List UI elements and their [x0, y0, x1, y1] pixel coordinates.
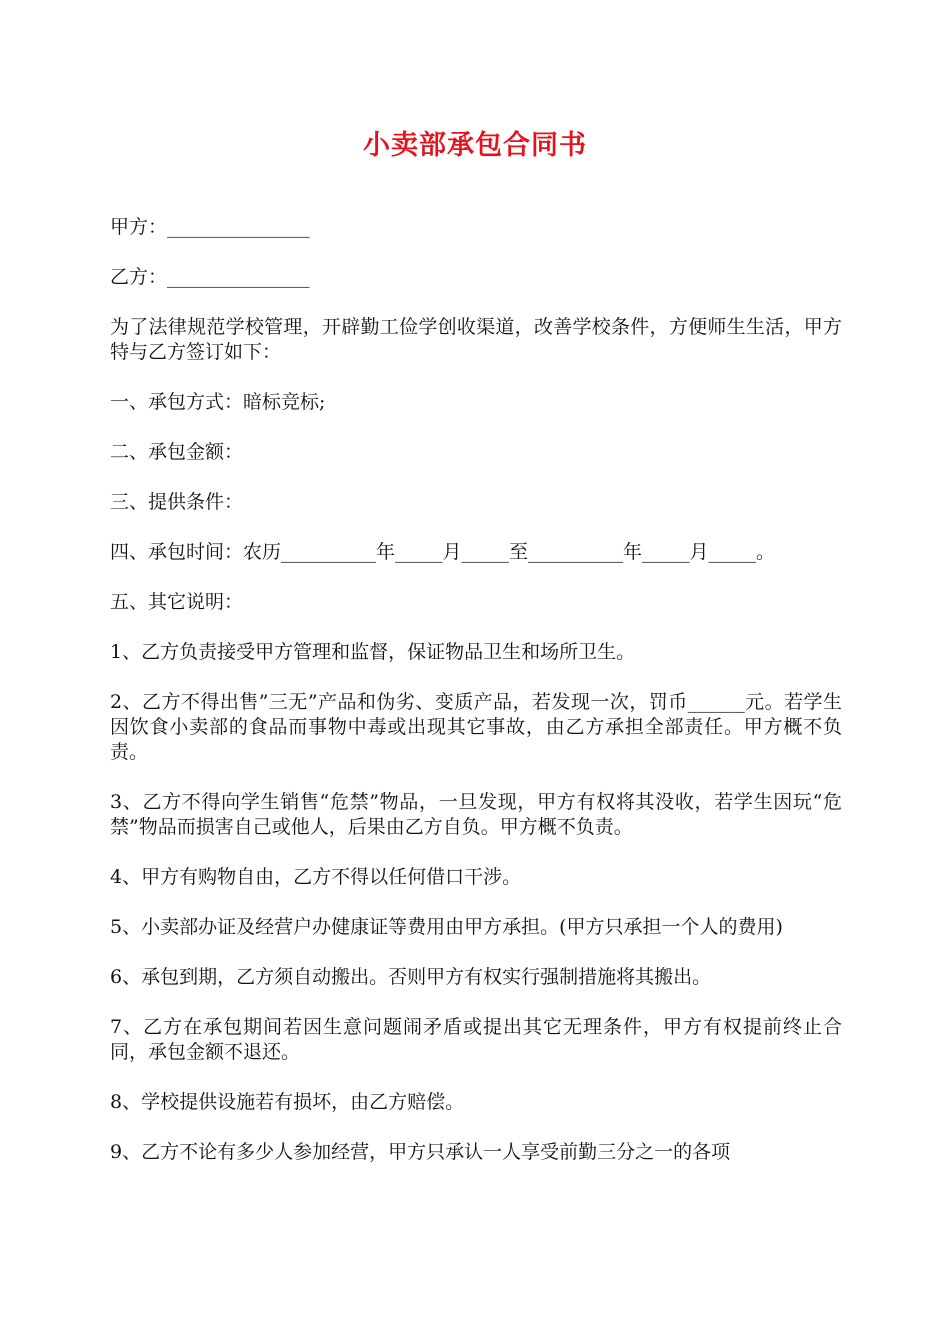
- clause-3: 三、提供条件：: [110, 491, 244, 513]
- party-a-line: 甲方：_______________: [110, 216, 310, 238]
- document-body: [110, 215, 842, 1190]
- item-2: 2、乙方不得出售”三无”产品和伪劣、变质产品，若发现一次，罚币______元。若学生因饮食小卖部的食品而事物中毒或出现其它事故，由乙方承担全部责任。甲方概不负责。: [110, 691, 842, 763]
- item-9: 9、乙方不论有多少人参加经营，甲方只承认一人享受前勤三分之一的各项: [110, 1141, 731, 1163]
- item-4: 4、甲方有购物自由，乙方不得以任何借口干涉。: [110, 866, 522, 888]
- clause-1: 一、承包方式：暗标竞标;: [110, 391, 326, 413]
- item-6: 6、承包到期，乙方须自动搬出。否则甲方有权实行强制措施将其搬出。: [110, 966, 712, 988]
- party-b-line: 乙方：_______________: [110, 266, 310, 288]
- item-1: 1、乙方负责接受甲方管理和监督，保证物品卫生和场所卫生。: [110, 641, 636, 663]
- preamble-paragraph: 为了法律规范学校管理，开辟勤工俭学创收渠道，改善学校条件，方便师生生活，甲方特与乙方签订如下：: [110, 316, 842, 363]
- item-7: 7、乙方在承包期间若因生意问题闹矛盾或提出其它无理条件，甲方有权提前终止合同，承包金额不退还。: [110, 1016, 842, 1063]
- item-3: 3、乙方不得向学生销售“危禁”物品，一旦发现，甲方有权将其没收，若学生因玩“危禁”物品而损害自己或他人，后果由乙方自负。甲方概不负责。: [110, 791, 842, 838]
- clause-2: 二、承包金额：: [110, 441, 244, 463]
- clause-5: 五、其它说明：: [110, 591, 244, 613]
- document-title: 小卖部承包合同书: [363, 130, 587, 161]
- clause-4: 四、承包时间：农历__________年_____月_____至__________年_____月_____。: [110, 541, 776, 563]
- item-8: 8、学校提供设施若有损坏，由乙方赔偿。: [110, 1091, 465, 1113]
- item-5: 5、小卖部办证及经营户办健康证等费用由甲方承担。(甲方只承担一个人的费用): [110, 916, 783, 938]
